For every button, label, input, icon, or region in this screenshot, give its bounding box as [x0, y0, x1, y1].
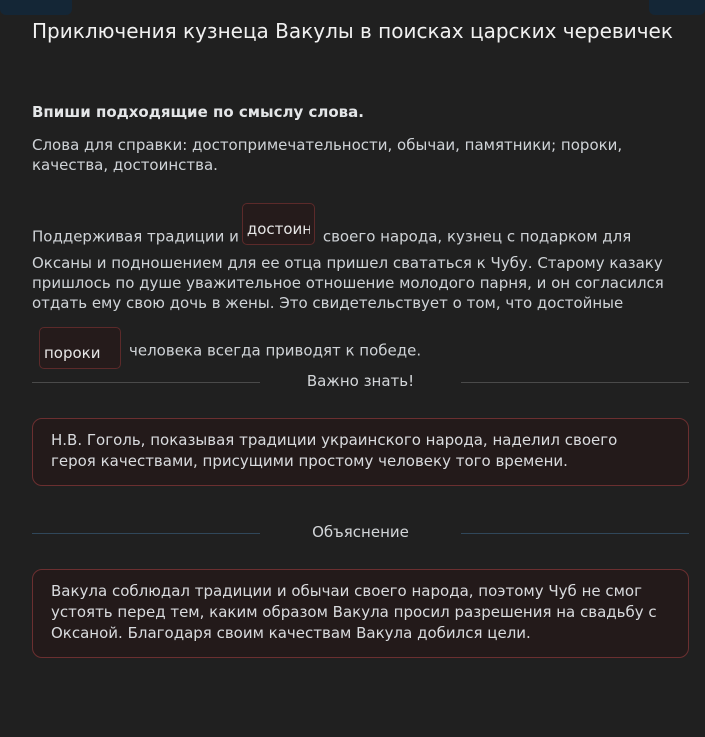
explanation-card [32, 569, 689, 658]
exercise-line: пришлось по душе уважительное отношение молодого парня, и он согласился [32, 274, 664, 292]
page-title: Приключения кузнеца Вакулы в поисках царских черевичек [32, 19, 673, 43]
important-text-line: Н.В. Гоголь, показывая традиции украинского народа, наделил своего [51, 431, 618, 449]
exercise-text-segment: своего народа, кузнец с подарком для [322, 227, 632, 246]
divider-rule [461, 382, 689, 383]
explanation-text-line: устоять перед тем, каким образом Вакула просил разрешения на свадьбу с [51, 603, 657, 621]
top-left-tab[interactable] [0, 0, 72, 15]
important-text-line: героя качествами, присущими простому человеку того времени. [51, 452, 568, 470]
helper-words-line: Слова для справки: достопримечательности, обычаи, памятники; пороки, [32, 136, 623, 154]
exercise-line: Оксаны и подношением для ее отца пришел свататься к Чубу. Старому казаку [32, 254, 663, 272]
explanation-text-line: Оксаной. Благодаря своим качествам Вакула добился цели. [51, 624, 531, 642]
task-instruction: Впиши подходящие по смыслу слова. [32, 103, 364, 121]
helper-words [32, 135, 682, 175]
top-right-tab[interactable] [649, 0, 705, 15]
exercise-text [32, 211, 687, 367]
helper-words-line: качества, достоинства. [32, 156, 218, 174]
answer-blank-1[interactable] [242, 203, 315, 245]
explanation-label: Объяснение [312, 523, 409, 541]
exercise-line [32, 211, 687, 253]
important-label: Важно знать! [306, 372, 415, 390]
important-card [32, 418, 689, 486]
exercise-text-segment: Поддерживая традиции и [32, 227, 239, 246]
answer-blank-2[interactable] [39, 327, 121, 369]
exercise-line [32, 315, 687, 367]
divider-rule [461, 533, 689, 534]
explanation-divider [32, 523, 689, 543]
exercise-line: отдать ему свою дочь в жены. Это свидетельствует о том, что достойные [32, 294, 624, 312]
important-divider [32, 372, 689, 392]
exercise-text-segment: человека всегда приводят к победе. [129, 341, 422, 360]
explanation-text-line: Вакула соблюдал традиции и обычаи своего народа, поэтому Чуб не смог [51, 582, 642, 600]
